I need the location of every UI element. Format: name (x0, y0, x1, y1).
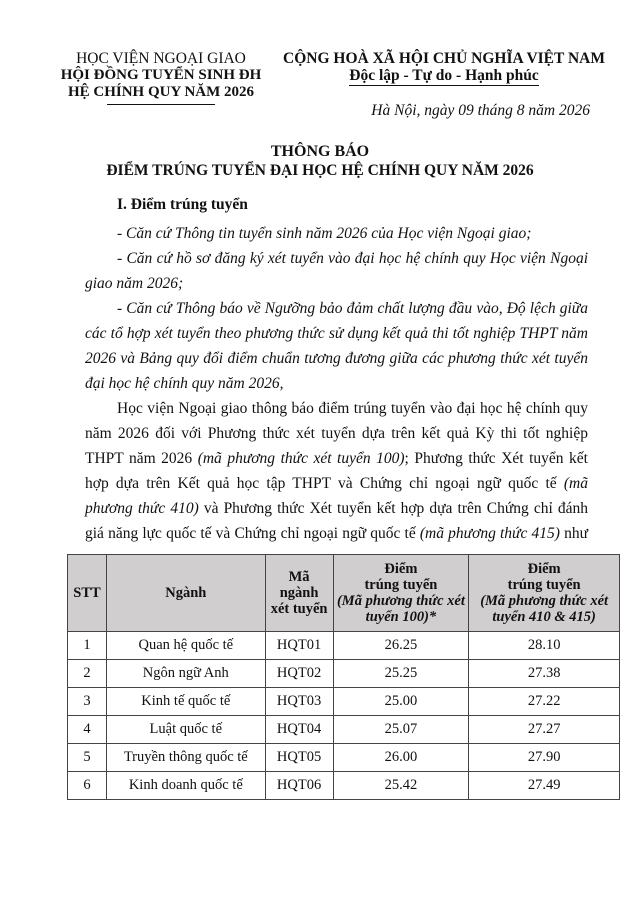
col-code-header (265, 555, 333, 632)
cell-stt: 3 (68, 688, 107, 716)
method-415-note: (mã phương thức 415) (419, 525, 560, 542)
announcement-text-4: như (564, 525, 588, 542)
cell-stt: 6 (68, 772, 107, 800)
col-score100-header (333, 555, 469, 632)
col-score410-header-line: tuyển 410 & 415) (492, 609, 596, 625)
basis-2: - Căn cứ hồ sơ đăng ký xét tuyển vào đại học hệ chính quy Học viện Ngoại giao năm 2026; (85, 250, 588, 292)
col-code-header-line: xét tuyển (270, 601, 328, 617)
col-score410-header-line: Điểm (527, 561, 561, 577)
table-row (68, 660, 620, 688)
document-title: THÔNG BÁO (270, 143, 370, 160)
table-row (68, 716, 620, 744)
cell-major: Kinh doanh quốc tế (106, 772, 265, 800)
col-major-header: Ngành (106, 555, 265, 632)
col-stt-header: STT (68, 555, 107, 632)
announcement-text-3: và Phương thức Xét tuyển kết hợp dựa trên Chứng chỉ đánh giá năng lực quốc tế và Chứng chỉ ngoại ngữ quốc tế (85, 500, 588, 542)
issuer-council: HỘI ĐỒNG TUYỂN SINH ĐH (60, 67, 262, 83)
method-410-note: (mã phương thức 410) (85, 475, 588, 517)
issuer-header (40, 50, 282, 105)
cell-major: Truyền thông quốc tế (106, 744, 265, 772)
cell-major: Ngôn ngữ Anh (106, 660, 265, 688)
method-100-note: (mã phương thức xét tuyển 100) (197, 450, 405, 467)
cell-score410: 28.10 (469, 632, 620, 660)
announcement-text-1: Học viện Ngoại giao thông báo điểm trúng tuyển vào đại học hệ chính quy năm 2026 đối với Phương thức xét tuyển dựa trên kết quả Kỳ thi tốt nghiệp THPT năm 2026 (85, 400, 588, 467)
table-row (68, 688, 620, 716)
cell-code: HQT05 (265, 744, 333, 772)
cell-major: Kinh tế quốc tế (106, 688, 265, 716)
col-score100-header-line: (Mã phương thức xét (336, 593, 465, 609)
document-body (85, 221, 588, 571)
cell-code: HQT02 (265, 660, 333, 688)
cell-score410: 27.90 (469, 744, 620, 772)
cell-code: HQT04 (265, 716, 333, 744)
national-motto: Độc lập - Tự do - Hạnh phúc (349, 67, 539, 84)
cell-score100: 26.00 (333, 744, 469, 772)
col-score100-header-line: trúng tuyển (364, 577, 438, 593)
cell-stt: 2 (68, 660, 107, 688)
col-score100-header-line: tuyển 100)* (365, 609, 437, 625)
cell-score410: 27.49 (469, 772, 620, 800)
document-subtitle: ĐIỂM TRÚNG TUYỂN ĐẠI HỌC HỆ CHÍNH QUY NĂM 2026 (106, 162, 534, 179)
basis-1: - Căn cứ Thông tin tuyển sinh năm 2026 của Học viện Ngoại giao; (117, 225, 532, 242)
cell-score100: 25.07 (333, 716, 469, 744)
cell-score100: 25.25 (333, 660, 469, 688)
cell-code: HQT01 (265, 632, 333, 660)
table-row (68, 772, 620, 800)
admission-scores-table (67, 554, 620, 800)
col-score410-header-line: (Mã phương thức xét (480, 593, 609, 609)
col-score410-header-line: trúng tuyển (507, 577, 581, 593)
table-header-row (68, 555, 620, 632)
cell-score100: 25.42 (333, 772, 469, 800)
cell-score410: 27.22 (469, 688, 620, 716)
cell-stt: 1 (68, 632, 107, 660)
basis-3: - Căn cứ Thông báo về Ngưỡng bảo đảm chất lượng đầu vào, Độ lệch giữa các tổ hợp xét tuyển theo phương thức sử dụng kết quả thi tốt nghiệp THPT năm 2026 và Bảng quy đổi điểm chuẩn tương đương giữa các phương thức xét tuyển đại học hệ chính quy năm 2026, (85, 300, 588, 392)
announcement-paragraph (85, 396, 588, 571)
issuer-underline (107, 104, 215, 105)
table-row (68, 632, 620, 660)
table-row (68, 744, 620, 772)
col-code-header-line: Mã (288, 569, 310, 585)
cell-stt: 4 (68, 716, 107, 744)
issuer-system: HỆ CHÍNH QUY NĂM 2026 (67, 84, 255, 100)
cell-major: Luật quốc tế (106, 716, 265, 744)
announcement-text-2: ; Phương thức Xét tuyển kết hợp dựa trên Kết quả học tập THPT và Chứng chỉ ngoại ngữ quốc tế (85, 450, 588, 492)
col-score100-header-line: Điểm (384, 561, 418, 577)
cell-score100: 25.00 (333, 688, 469, 716)
cell-stt: 5 (68, 744, 107, 772)
col-code-header-line: ngành (279, 585, 319, 601)
cell-score410: 27.38 (469, 660, 620, 688)
section-heading: I. Điểm trúng tuyển (117, 196, 248, 213)
national-header (268, 50, 620, 85)
cell-code: HQT06 (265, 772, 333, 800)
cell-score410: 27.27 (469, 716, 620, 744)
cell-major: Quan hệ quốc tế (106, 632, 265, 660)
cell-score100: 26.25 (333, 632, 469, 660)
document-date: Hà Nội, ngày 09 tháng 8 năm 2026 (371, 102, 590, 119)
nation-name: CỘNG HOÀ XÃ HỘI CHỦ NGHĨA VIỆT NAM (283, 50, 605, 67)
issuer-org: HỌC VIỆN NGOẠI GIAO (76, 50, 246, 67)
cell-code: HQT03 (265, 688, 333, 716)
col-score410-header (469, 555, 620, 632)
